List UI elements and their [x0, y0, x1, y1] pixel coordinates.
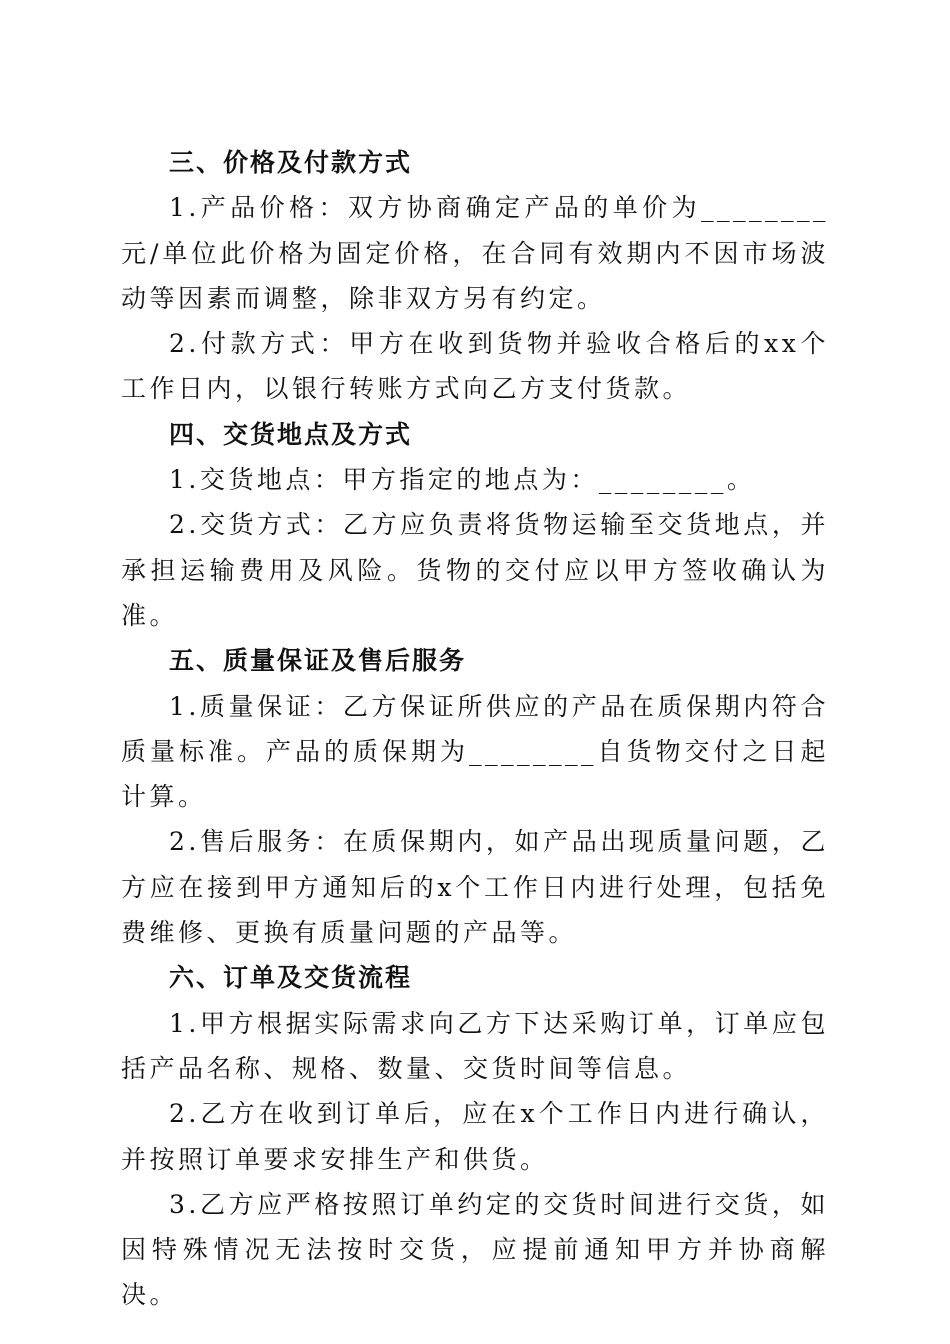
paragraph-payment-method: 2.付款方式：甲方在收到货物并验收合格后的xx个工作日内，以银行转账方式向乙方支付货款。 [121, 329, 829, 404]
section-order-process [121, 955, 829, 1317]
section-heading: 五、质量保证及售后服务 [169, 646, 467, 676]
document-body [121, 140, 829, 1318]
section-heading: 六、订单及交货流程 [169, 963, 413, 993]
section-quality-service [121, 638, 829, 955]
paragraph-after-sales: 2.售后服务：在质保期内，如产品出现质量问题，乙方应在接到甲方通知后的x个工作日内进行处理，包括免费维修、更换有质量问题的产品等。 [121, 827, 829, 948]
paragraph-product-price: 1.产品价格：双方协商确定产品的单价为________元/单位此价格为固定价格，在合同有效期内不因市场波动等因素而调整，除非双方另有约定。 [121, 193, 829, 313]
paragraph-order-confirmation: 2.乙方在收到订单后，应在x个工作日内进行确认，并按照订单要求安排生产和供货。 [121, 1099, 829, 1174]
paragraph-quality-guarantee: 1.质量保证：乙方保证所供应的产品在质保期内符合质量标准。产品的质保期为________自货物交付之日起计算。 [121, 691, 829, 812]
section-heading: 三、价格及付款方式 [169, 148, 413, 177]
paragraph-delivery-method: 2.交货方式：乙方应负责将货物运输至交货地点，并承担运输费用及风险。货物的交付应以甲方签收确认为准。 [121, 510, 829, 630]
paragraph-delivery-schedule: 3.乙方应严格按照订单约定的交货时间进行交货，如因特殊情况无法按时交货，应提前通知甲方并协商解决。 [121, 1189, 829, 1310]
section-heading: 四、交货地点及方式 [169, 419, 413, 449]
section-delivery-location [121, 412, 829, 638]
paragraph-delivery-location: 1.交货地点：甲方指定的地点为：________。 [169, 465, 756, 495]
paragraph-order-placement: 1.甲方根据实际需求向乙方下达采购订单，订单应包括产品名称、规格、数量、交货时间等信息。 [121, 1008, 829, 1083]
section-price-payment [121, 140, 829, 412]
